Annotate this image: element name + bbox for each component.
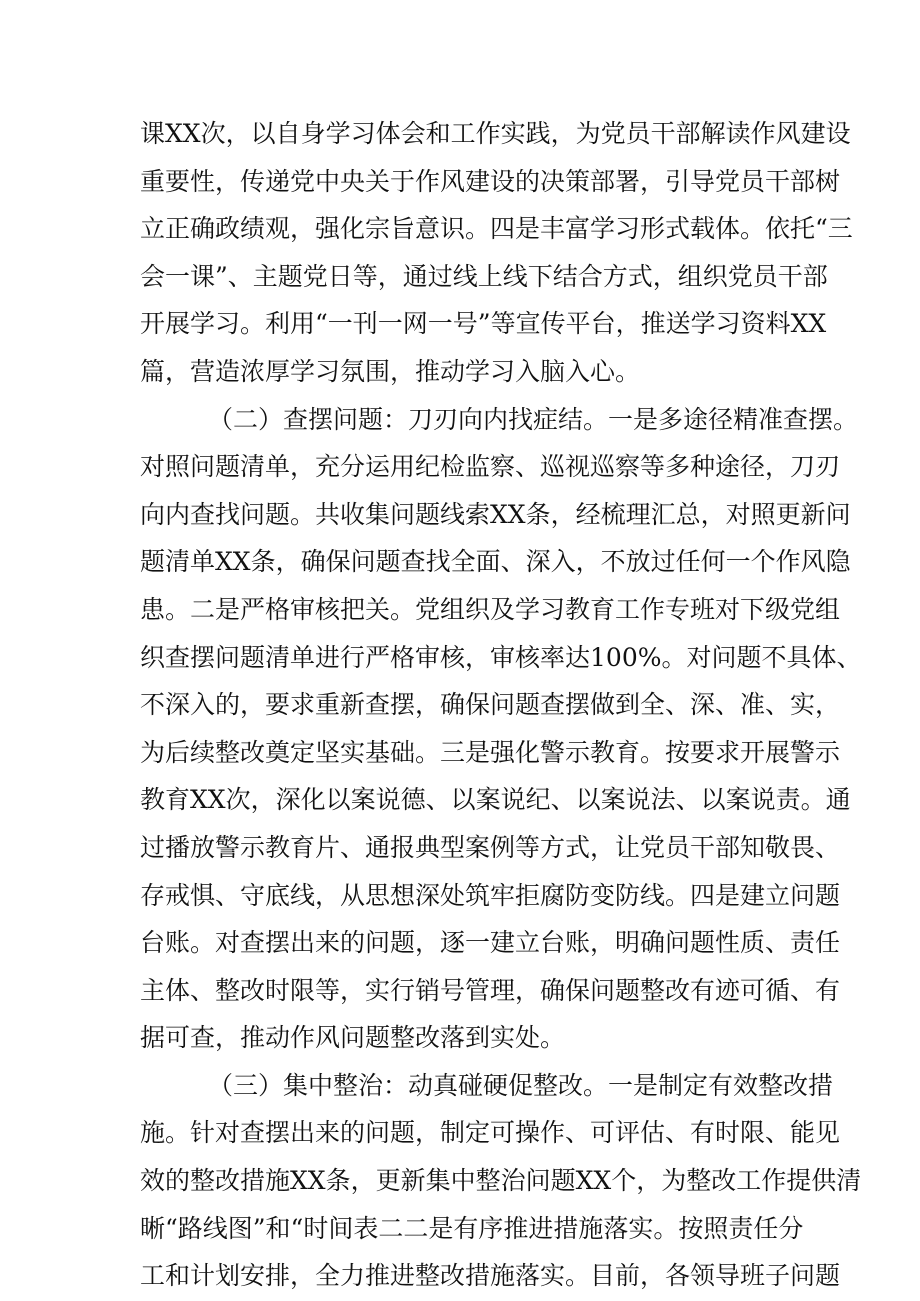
text-line: 立正确政绩观，强化宗旨意识。四是丰富学习形式载体。依托“三 (140, 214, 853, 244)
text-line: 过播放警示教育片、通报典型案例等方式，让党员干部知敬畏、 (140, 832, 841, 862)
text-line: 重要性，传递党中央关于作风建设的决策部署，引导党员干部树 (140, 166, 841, 196)
text-line: 向内查找问题。共收集问题线索XX条，经梳理汇总，对照更新问 (140, 499, 851, 529)
text-line: 台账。对查摆出来的问题，逐一建立台账，明确问题性质、责任 (140, 928, 841, 958)
paragraph-section-3 (140, 1062, 862, 1300)
text-line: 会一课”、主题党日等，通过线上线下结合方式，组织党员干部 (140, 261, 828, 291)
text-line: 晰“路线图”和“时间表二二是有序推进措施落实。按照责任分 (140, 1213, 804, 1243)
text-line: 题清单XX条，确保问题查找全面、深入，不放过任何一个作风隐 (140, 547, 851, 577)
text-line: 为后续整改奠定坚实基础。三是强化警示教育。按要求开展警示 (140, 737, 841, 767)
text-line: 主体、整改时限等，实行销号管理，确保问题整改有迹可循、有 (140, 975, 841, 1005)
text-line: 教育XX次，深化以案说德、以案说纪、以案说法、以案说责。通 (140, 785, 851, 815)
text-line: 工和计划安排，全力推进整改措施落实。目前，各领导班子问题 (140, 1261, 841, 1291)
text-line: 织查摆问题清单进行严格审核，审核率达100%。对问题不具体、 (140, 642, 862, 672)
text-line: 效的整改措施XX条，更新集中整治问题XX个，为整改工作提供清 (140, 1166, 862, 1196)
paragraph-section-2 (140, 396, 862, 1062)
section-heading-line: （二）查摆问题：刀刃向内找症结。一是多途径精准查摆。 (208, 404, 859, 434)
text-line: 据可查，推动作风问题整改落到实处。 (140, 1023, 566, 1053)
text-line: 存戒惧、守底线，从思想深处筑牢拒腐防变防线。四是建立问题 (140, 880, 841, 910)
document-body (140, 110, 862, 1300)
text-line: 不深入的，要求重新查摆，确保问题查摆做到全、深、准、实， (140, 690, 841, 720)
paragraph-continued (140, 110, 853, 396)
text-line: 对照问题清单，充分运用纪检监察、巡视巡察等多种途径，刀刃 (140, 452, 841, 482)
text-line: 施。针对查摆出来的问题，制定可操作、可评估、有时限、能见 (140, 1118, 841, 1148)
text-line: 篇，营造浓厚学习氛围，推动学习入脑入心。 (140, 356, 641, 386)
section-heading-line: （三）集中整治：动真碰硬促整改。一是制定有效整改措 (208, 1070, 834, 1100)
text-line: 课XX次，以自身学习体会和工作实践，为党员干部解读作风建设 (140, 119, 851, 148)
text-line: 开展学习。利用“一刊一网一号”等宣传平台，推送学习资料XX (140, 309, 827, 339)
text-line: 患。二是严格审核把关。党组织及学习教育工作专班对下级党组 (140, 594, 841, 624)
